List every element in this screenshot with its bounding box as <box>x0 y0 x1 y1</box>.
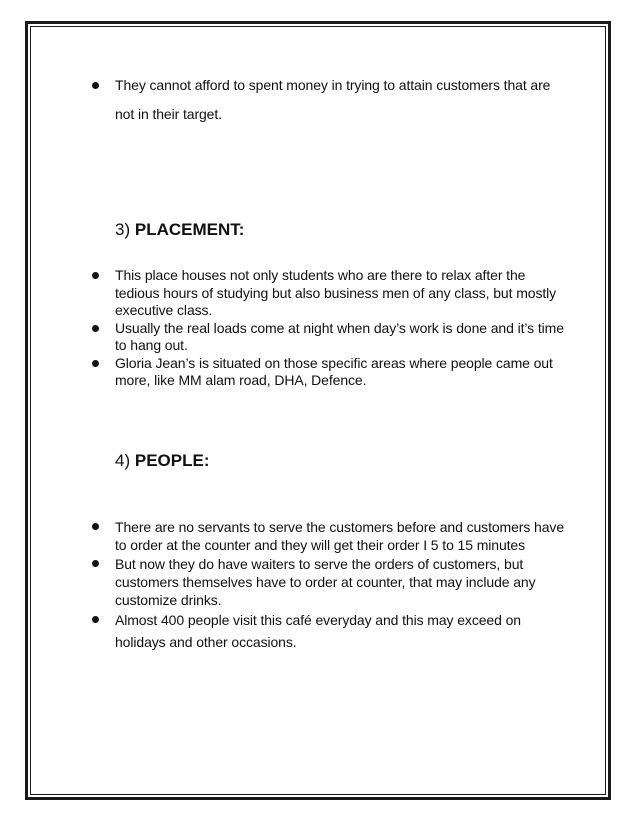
bullet-text: Almost 400 people visit this café everyday and this may exceed on holidays and other occasions. <box>115 612 521 651</box>
section-title: PLACEMENT: <box>134 220 245 239</box>
section-title: PEOPLE: <box>134 451 210 470</box>
bullet-icon <box>92 523 99 530</box>
list-item <box>0 518 565 555</box>
section-heading-placement <box>115 220 244 240</box>
bullet-text: There are no servants to serve the customers before and customers have to order at the counter and they will get their order I 5 to 15 minutes <box>115 519 565 554</box>
list-item <box>0 267 565 320</box>
list-item <box>0 609 565 653</box>
intro-bullet-list <box>0 71 565 129</box>
bullet-icon <box>92 560 99 567</box>
list-item <box>0 320 565 355</box>
bullet-text: But now they do have waiters to serve the orders of customers, but customers themselves have to order at counter, that may include any customize drinks. <box>115 555 536 609</box>
bullet-text: Usually the real loads come at night when day’s work is done and it’s time to hang out. <box>115 319 564 353</box>
placement-bullet-list <box>0 267 565 390</box>
list-item <box>0 555 565 610</box>
bullet-icon <box>92 360 99 367</box>
bullet-text: They cannot afford to spent money in trying to attain customers that are not in their target. <box>115 77 551 122</box>
bullet-icon <box>92 616 99 623</box>
section-number: 3) <box>115 220 131 239</box>
list-item <box>0 355 565 390</box>
section-number: 4) <box>115 451 131 470</box>
bullet-icon <box>92 82 99 89</box>
section-heading-people <box>115 451 209 471</box>
page-border-inner <box>30 26 606 795</box>
bullet-text: This place houses not only students who are there to relax after the tedious hours of studying but also business men of any class, but mostly executive class. <box>115 267 557 318</box>
people-bullet-list <box>0 518 565 653</box>
bullet-text: Gloria Jean’s is situated on those specific areas where people came out more, like MM alam road, DHA, Defence. <box>115 354 553 388</box>
bullet-icon <box>92 325 99 332</box>
list-item <box>0 71 565 129</box>
bullet-icon <box>92 272 99 279</box>
